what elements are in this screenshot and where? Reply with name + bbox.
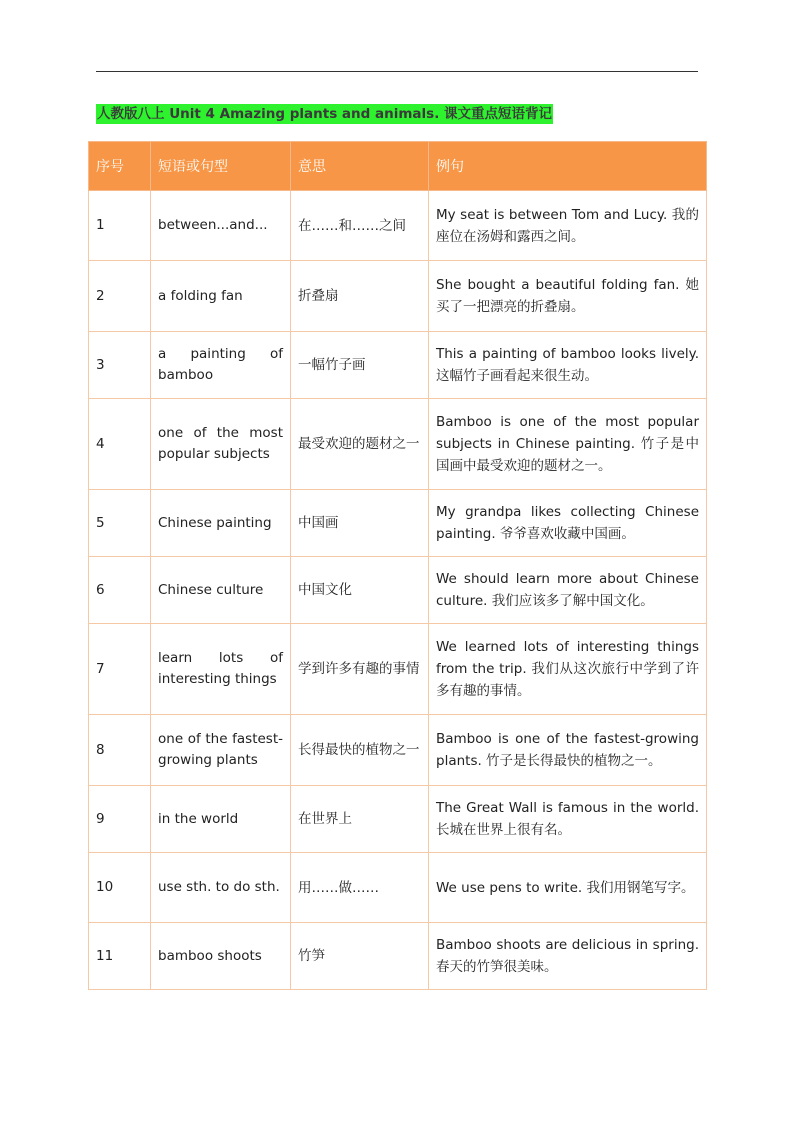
row-meaning: 一幅竹子画 [291,332,429,399]
row-meaning: 中国画 [291,490,429,557]
table-row [89,490,707,557]
row-number: 11 [89,923,151,990]
table-row [89,261,707,332]
row-meaning: 在……和……之间 [291,191,429,261]
row-number: 5 [89,490,151,557]
row-number: 8 [89,715,151,786]
row-example: Bamboo is one of the fastest-growing plants. 竹子是长得最快的植物之一。 [429,715,707,786]
row-phrase: in the world [151,786,291,853]
row-example: We use pens to write. 我们用钢笔写字。 [429,853,707,923]
table-row [89,332,707,399]
row-number: 1 [89,191,151,261]
table-row [89,557,707,624]
phrase-table [88,141,707,990]
row-phrase: one of the most popular subjects [151,399,291,490]
row-example: We learned lots of interesting things from the trip. 我们从这次旅行中学到了许多有趣的事情。 [429,624,707,715]
table-row [89,624,707,715]
row-example: We should learn more about Chinese culture. 我们应该多了解中国文化。 [429,557,707,624]
row-phrase: bamboo shoots [151,923,291,990]
header-phrase: 短语或句型 [151,142,291,191]
row-meaning: 在世界上 [291,786,429,853]
row-number: 7 [89,624,151,715]
table-row [89,786,707,853]
row-meaning: 用……做…… [291,853,429,923]
row-example: My grandpa likes collecting Chinese painting. 爷爷喜欢收藏中国画。 [429,490,707,557]
row-phrase: Chinese culture [151,557,291,624]
document-title: 人教版八上 Unit 4 Amazing plants and animals. 课文重点短语背记 [97,106,553,122]
table-header-row [89,142,707,191]
row-meaning: 竹笋 [291,923,429,990]
row-meaning: 最受欢迎的题材之一 [291,399,429,490]
row-number: 10 [89,853,151,923]
row-example: Bamboo is one of the most popular subjects in Chinese painting. 竹子是中国画中最受欢迎的题材之一。 [429,399,707,490]
row-meaning: 长得最快的植物之一 [291,715,429,786]
row-phrase: use sth. to do sth. [151,853,291,923]
row-number: 6 [89,557,151,624]
row-number: 9 [89,786,151,853]
header-number: 序号 [89,142,151,191]
header-example: 例句 [429,142,707,191]
table-row [89,715,707,786]
table-row [89,923,707,990]
row-phrase: between...and... [151,191,291,261]
table-row [89,853,707,923]
row-phrase: one of the fastest-growing plants [151,715,291,786]
row-example: The Great Wall is famous in the world. 长城在世界上很有名。 [429,786,707,853]
row-example: Bamboo shoots are delicious in spring. 春天的竹笋很美味。 [429,923,707,990]
header-rule [96,71,698,72]
row-number: 2 [89,261,151,332]
row-phrase: Chinese painting [151,490,291,557]
row-meaning: 折叠扇 [291,261,429,332]
row-phrase: a painting of bamboo [151,332,291,399]
row-phrase: learn lots of interesting things [151,624,291,715]
table-row [89,399,707,490]
row-example: This a painting of bamboo looks lively. 这幅竹子画看起来很生动。 [429,332,707,399]
table-row [89,191,707,261]
row-number: 3 [89,332,151,399]
row-phrase: a folding fan [151,261,291,332]
row-example: My seat is between Tom and Lucy. 我的座位在汤姆和露西之间。 [429,191,707,261]
header-meaning: 意思 [291,142,429,191]
row-meaning: 中国文化 [291,557,429,624]
row-example: She bought a beautiful folding fan. 她买了一把漂亮的折叠扇。 [429,261,707,332]
row-number: 4 [89,399,151,490]
row-meaning: 学到许多有趣的事情 [291,624,429,715]
